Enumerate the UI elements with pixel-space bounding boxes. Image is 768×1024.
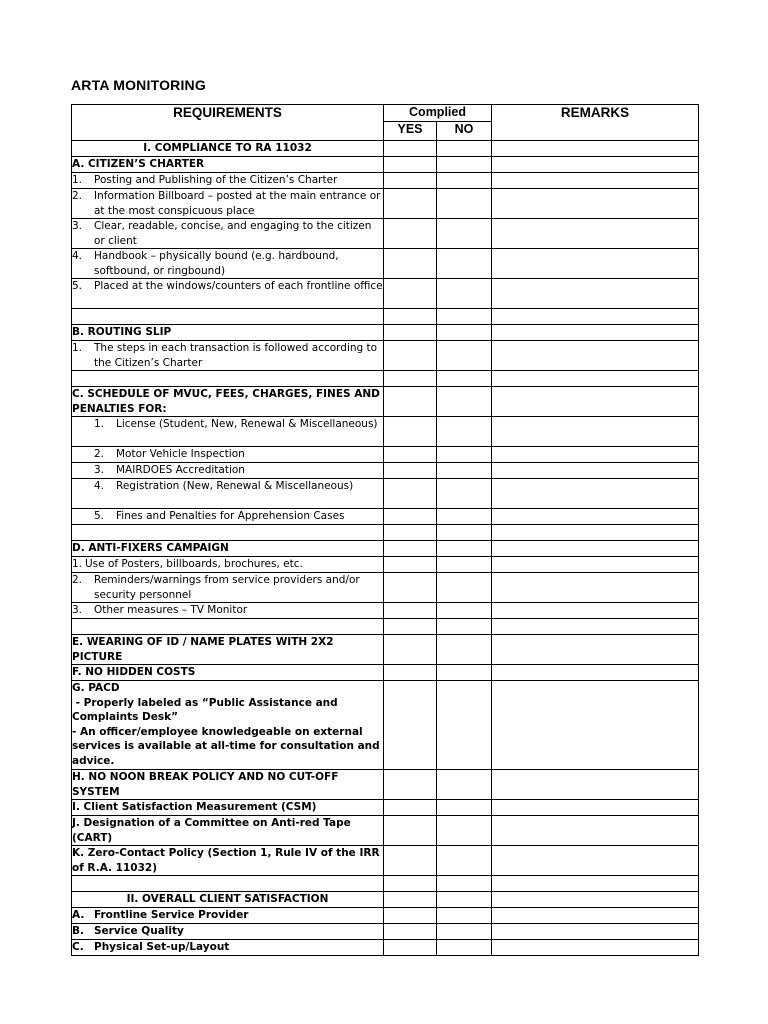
item-text: Fines and Penalties for Apprehension Cases xyxy=(116,510,345,522)
remarks-cell[interactable] xyxy=(492,924,699,940)
subsection-heading: C. SCHEDULE OF MVUC, FEES, CHARGES, FINES AND PENALTIES FOR: xyxy=(72,388,380,415)
no-cell[interactable] xyxy=(437,249,492,279)
item-text: Registration (New, Renewal & Miscellaneous) xyxy=(116,480,354,492)
remarks-cell[interactable] xyxy=(492,463,699,479)
no-cell[interactable] xyxy=(437,619,492,635)
table-row xyxy=(72,924,699,940)
yes-cell[interactable] xyxy=(384,635,437,665)
table-row xyxy=(72,219,699,249)
no-cell[interactable] xyxy=(437,509,492,525)
no-cell[interactable] xyxy=(437,417,492,447)
complied-header: Complied xyxy=(384,105,492,122)
remarks-cell[interactable] xyxy=(492,479,699,509)
item-number: 2. xyxy=(72,190,83,202)
item-number: 3. xyxy=(72,220,83,232)
yes-cell[interactable] xyxy=(384,309,437,325)
table-row xyxy=(72,816,699,846)
item-number: 5. xyxy=(72,280,83,292)
remarks-cell[interactable] xyxy=(492,189,699,219)
yes-cell[interactable] xyxy=(384,325,437,341)
yes-cell[interactable] xyxy=(384,603,437,619)
no-cell[interactable] xyxy=(437,479,492,509)
yes-cell[interactable] xyxy=(384,573,437,603)
table-row xyxy=(72,892,699,908)
no-cell[interactable] xyxy=(437,525,492,541)
yes-cell[interactable] xyxy=(384,189,437,219)
no-header: NO xyxy=(437,122,492,141)
item-text: Handbook – physically bound (e.g. hardbound, softbound, or ringbound) xyxy=(94,250,339,277)
yes-cell[interactable] xyxy=(384,341,437,371)
item-text: MAIRDOES Accreditation xyxy=(116,464,245,476)
yes-cell[interactable] xyxy=(384,479,437,509)
item-number: 1. xyxy=(72,558,83,570)
item-number: 4. xyxy=(72,250,83,262)
section-heading: I. COMPLIANCE TO RA 11032 xyxy=(143,142,312,154)
no-cell[interactable] xyxy=(437,341,492,371)
table-row xyxy=(72,800,699,816)
requirements-header: REQUIREMENTS xyxy=(72,105,384,141)
yes-cell[interactable] xyxy=(384,371,437,387)
item-text: Use of Posters, billboards, brochures, etc. xyxy=(85,558,303,570)
remarks-cell[interactable] xyxy=(492,846,699,876)
table-row xyxy=(72,417,699,447)
no-cell[interactable] xyxy=(437,816,492,846)
yes-cell[interactable] xyxy=(384,770,437,800)
no-cell[interactable] xyxy=(437,635,492,665)
remarks-cell[interactable] xyxy=(492,619,699,635)
table-row xyxy=(72,325,699,341)
remarks-header: REMARKS xyxy=(492,105,699,141)
no-cell[interactable] xyxy=(437,800,492,816)
remarks-cell[interactable] xyxy=(492,141,699,157)
remarks-cell[interactable] xyxy=(492,279,699,309)
no-cell[interactable] xyxy=(437,463,492,479)
table-row xyxy=(72,846,699,876)
table-row xyxy=(72,665,699,681)
remarks-cell[interactable] xyxy=(492,908,699,924)
item-letter: A. xyxy=(72,909,85,921)
no-cell[interactable] xyxy=(437,157,492,173)
yes-cell[interactable] xyxy=(384,541,437,557)
table-row xyxy=(72,479,699,509)
remarks-cell[interactable] xyxy=(492,325,699,341)
remarks-cell[interactable] xyxy=(492,509,699,525)
no-cell[interactable] xyxy=(437,892,492,908)
document-title: ARTA MONITORING xyxy=(71,77,206,93)
yes-header: YES xyxy=(384,122,437,141)
yes-cell[interactable] xyxy=(384,816,437,846)
no-cell[interactable] xyxy=(437,447,492,463)
table-row xyxy=(72,341,699,371)
yes-cell[interactable] xyxy=(384,557,437,573)
item-letter: B. xyxy=(72,925,84,937)
item-text: License (Student, New, Renewal & Miscellaneous) xyxy=(116,418,378,430)
table-row xyxy=(72,681,699,770)
item-text: Placed at the windows/counters of each frontline office xyxy=(94,280,383,292)
item-text: The steps in each transaction is followed according to the Citizen’s Charter xyxy=(94,342,378,369)
yes-cell[interactable] xyxy=(384,846,437,876)
table-row xyxy=(72,908,699,924)
subsection-heading: E. WEARING OF ID / NAME PLATES WITH 2X2 PICTURE xyxy=(72,636,334,663)
table-row xyxy=(72,447,699,463)
no-cell[interactable] xyxy=(437,279,492,309)
table-row xyxy=(72,603,699,619)
item-text: Reminders/warnings from service providers and/or security personnel xyxy=(94,574,360,601)
item-letter: C. xyxy=(72,941,84,953)
no-cell[interactable] xyxy=(437,770,492,800)
no-cell[interactable] xyxy=(437,557,492,573)
yes-cell[interactable] xyxy=(384,924,437,940)
no-cell[interactable] xyxy=(437,876,492,892)
table-row xyxy=(72,635,699,665)
subsection-heading: B. ROUTING SLIP xyxy=(72,326,172,338)
pacd-line-2: - An officer/employee knowledgeable on external services is available at all-time for consultation and advice. xyxy=(72,725,380,767)
remarks-cell[interactable] xyxy=(492,892,699,908)
remarks-cell[interactable] xyxy=(492,341,699,371)
table-row xyxy=(72,279,699,309)
table-row xyxy=(72,940,699,956)
yes-cell[interactable] xyxy=(384,463,437,479)
item-text: Physical Set-up/Layout xyxy=(94,941,230,953)
yes-cell[interactable] xyxy=(384,525,437,541)
item-text: Service Quality xyxy=(94,925,184,937)
yes-cell[interactable] xyxy=(384,800,437,816)
table-row xyxy=(72,141,699,157)
no-cell[interactable] xyxy=(437,940,492,956)
subsection-heading: H. NO NOON BREAK POLICY AND NO CUT-OFF SYSTEM xyxy=(72,771,339,798)
remarks-cell[interactable] xyxy=(492,541,699,557)
yes-cell[interactable] xyxy=(384,940,437,956)
remarks-cell[interactable] xyxy=(492,447,699,463)
no-cell[interactable] xyxy=(437,371,492,387)
table-row xyxy=(72,557,699,573)
remarks-cell[interactable] xyxy=(492,665,699,681)
table-row xyxy=(72,157,699,173)
table-row xyxy=(72,573,699,603)
yes-cell[interactable] xyxy=(384,279,437,309)
no-cell[interactable] xyxy=(437,908,492,924)
remarks-cell[interactable] xyxy=(492,940,699,956)
item-number: 2. xyxy=(72,574,83,586)
pacd-line-1: - Properly labeled as “Public Assistance and Complaints Desk” xyxy=(72,696,342,723)
item-text: Motor Vehicle Inspection xyxy=(116,448,245,460)
no-cell[interactable] xyxy=(437,141,492,157)
remarks-cell[interactable] xyxy=(492,557,699,573)
remarks-cell[interactable] xyxy=(492,800,699,816)
no-cell[interactable] xyxy=(437,541,492,557)
yes-cell[interactable] xyxy=(384,249,437,279)
yes-cell[interactable] xyxy=(384,665,437,681)
remarks-cell[interactable] xyxy=(492,417,699,447)
yes-cell[interactable] xyxy=(384,876,437,892)
remarks-cell[interactable] xyxy=(492,249,699,279)
remarks-cell[interactable] xyxy=(492,219,699,249)
arta-monitoring-table xyxy=(71,104,699,956)
remarks-cell[interactable] xyxy=(492,573,699,603)
yes-cell[interactable] xyxy=(384,908,437,924)
remarks-cell[interactable] xyxy=(492,309,699,325)
yes-cell[interactable] xyxy=(384,509,437,525)
remarks-cell[interactable] xyxy=(492,387,699,417)
item-text: Frontline Service Provider xyxy=(94,909,249,921)
table-row xyxy=(72,371,699,387)
yes-cell[interactable] xyxy=(384,892,437,908)
subsection-heading: I. Client Satisfaction Measurement (CSM) xyxy=(72,801,317,813)
no-cell[interactable] xyxy=(437,573,492,603)
yes-cell[interactable] xyxy=(384,447,437,463)
table-row xyxy=(72,463,699,479)
item-number: 3. xyxy=(94,464,105,476)
remarks-cell[interactable] xyxy=(492,157,699,173)
item-number: 5. xyxy=(94,510,105,522)
table-row xyxy=(72,876,699,892)
yes-cell[interactable] xyxy=(384,219,437,249)
remarks-cell[interactable] xyxy=(492,681,699,770)
table-row xyxy=(72,525,699,541)
item-number: 1. xyxy=(72,174,83,186)
subsection-heading: F. NO HIDDEN COSTS xyxy=(72,666,196,678)
table-row xyxy=(72,309,699,325)
subsection-heading: D. ANTI-FIXERS CAMPAIGN xyxy=(72,542,229,554)
item-text: Posting and Publishing of the Citizen’s Charter xyxy=(94,174,338,186)
table-row xyxy=(72,189,699,219)
no-cell[interactable] xyxy=(437,219,492,249)
table-row xyxy=(72,619,699,635)
table-row xyxy=(72,541,699,557)
no-cell[interactable] xyxy=(437,603,492,619)
remarks-cell[interactable] xyxy=(492,371,699,387)
table-row xyxy=(72,387,699,417)
table-row xyxy=(72,173,699,189)
remarks-cell[interactable] xyxy=(492,770,699,800)
subsection-heading: J. Designation of a Committee on Anti-red Tape (CART) xyxy=(72,817,351,844)
remarks-cell[interactable] xyxy=(492,816,699,846)
remarks-cell[interactable] xyxy=(492,876,699,892)
remarks-cell[interactable] xyxy=(492,525,699,541)
item-number: 1. xyxy=(94,418,105,430)
remarks-cell[interactable] xyxy=(492,635,699,665)
table-row xyxy=(72,249,699,279)
yes-cell[interactable] xyxy=(384,417,437,447)
remarks-cell[interactable] xyxy=(492,603,699,619)
yes-cell[interactable] xyxy=(384,157,437,173)
no-cell[interactable] xyxy=(437,665,492,681)
no-cell[interactable] xyxy=(437,681,492,770)
remarks-cell[interactable] xyxy=(492,173,699,189)
subsection-heading: K. Zero-Contact Policy (Section 1, Rule IV of the IRR of R.A. 11032) xyxy=(72,847,380,874)
pacd-heading: G. PACD xyxy=(72,682,120,694)
yes-cell[interactable] xyxy=(384,681,437,770)
no-cell[interactable] xyxy=(437,173,492,189)
yes-cell[interactable] xyxy=(384,619,437,635)
item-number: 3. xyxy=(72,604,83,616)
table-row xyxy=(72,770,699,800)
table-row xyxy=(72,509,699,525)
yes-cell[interactable] xyxy=(384,387,437,417)
item-number: 2. xyxy=(94,448,105,460)
yes-cell[interactable] xyxy=(384,173,437,189)
no-cell[interactable] xyxy=(437,846,492,876)
item-number: 1. xyxy=(72,342,83,354)
subsection-heading: A. CITIZEN’S CHARTER xyxy=(72,158,205,170)
item-number: 4. xyxy=(94,480,105,492)
no-cell[interactable] xyxy=(437,325,492,341)
no-cell[interactable] xyxy=(437,387,492,417)
item-text: Information Billboard – posted at the main entrance or at the most conspicuous place xyxy=(94,190,381,217)
yes-cell[interactable] xyxy=(384,141,437,157)
item-text: Clear, readable, concise, and engaging to the citizen or client xyxy=(94,220,372,247)
item-text: Other measures – TV Monitor xyxy=(94,604,248,616)
no-cell[interactable] xyxy=(437,189,492,219)
no-cell[interactable] xyxy=(437,924,492,940)
no-cell[interactable] xyxy=(437,309,492,325)
section-heading: II. OVERALL CLIENT SATISFACTION xyxy=(126,893,329,905)
